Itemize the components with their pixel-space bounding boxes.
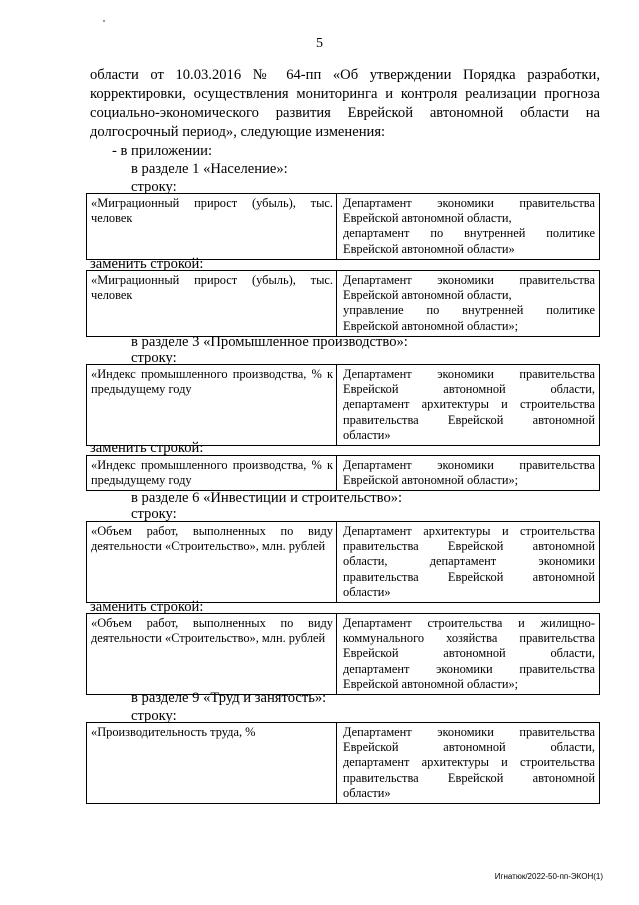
cell-line: Еврейской автономной области,: [343, 382, 595, 397]
cell-line: предыдущему году: [91, 382, 192, 397]
cell-line: области»: [343, 785, 391, 800]
responsible-cell: [337, 723, 599, 803]
cell-line: «Объем работ, выполненных по виду: [91, 616, 333, 630]
table-row: [86, 364, 600, 446]
cell-line: департамент экономики правительства: [343, 661, 595, 676]
cell-line: области, департамент экономики: [343, 554, 595, 569]
cell-line: «Индекс промышленного производства, % к: [91, 367, 333, 381]
intro-paragraph: [90, 66, 600, 161]
responsible-cell: [337, 271, 599, 336]
table-row: [86, 613, 600, 695]
responsible-cell: [337, 365, 599, 445]
row-label: строку:: [131, 708, 177, 724]
intro-line: корректировки, осуществления мониторинга и контроля реализации прогноза: [90, 86, 600, 102]
section-heading: в разделе 3 «Промышленное производство»:: [131, 334, 408, 350]
replace-label: заменить строкой:: [90, 440, 204, 456]
cell-line: человек: [91, 288, 133, 303]
cell-line: «Производительность труда, %: [91, 725, 256, 739]
cell-line: «Миграционный прирост (убыль), тыс.: [91, 273, 333, 287]
cell-line: правительства Еврейской автономной: [343, 770, 595, 785]
table-row: [86, 521, 600, 603]
indicator-cell: [87, 194, 337, 259]
cell-line: Еврейской автономной области»;: [343, 473, 519, 488]
indicator-cell: [87, 271, 337, 336]
table-row: [86, 455, 600, 491]
section-heading: в разделе 6 «Инвестиции и строительство»:: [131, 490, 403, 506]
row-label: строку:: [131, 179, 177, 195]
cell-line: правительства Еврейской автономной: [343, 412, 595, 427]
cell-line: Еврейской автономной области»;: [343, 676, 519, 691]
section-heading: в разделе 1 «Население»:: [131, 161, 288, 177]
intro-line: области от 10.03.2016 № 64-пп «Об утверждении Порядка разработки,: [90, 67, 600, 83]
cell-line: правительства Еврейской автономной: [343, 539, 595, 554]
table-row: [86, 193, 600, 260]
cell-line: Еврейской автономной области,: [343, 211, 512, 226]
indicator-cell: [87, 614, 337, 694]
cell-line: области»: [343, 584, 391, 599]
cell-line: департамент архитектуры и строительства: [343, 755, 595, 770]
row-label: строку:: [131, 350, 177, 366]
section-heading: в разделе 9 «Труд и занятость»:: [131, 690, 327, 706]
responsible-cell: [337, 614, 599, 694]
cell-line: «Объем работ, выполненных по виду: [91, 524, 333, 538]
cell-line: Департамент экономики правительства: [343, 273, 595, 287]
scan-speck: [103, 20, 105, 22]
cell-line: «Миграционный прирост (убыль), тыс.: [91, 196, 333, 210]
document-footer-code: Игнатюк/2022-50-пп-ЭКОН(1): [494, 872, 603, 881]
cell-line: коммунального хозяйства правительства: [343, 631, 595, 646]
page-number: 5: [316, 36, 323, 51]
cell-line: департамент по внутренней политике: [343, 226, 595, 241]
cell-line: управление по внутренней политике: [343, 303, 595, 318]
cell-line: деятельности «Строительство», млн. рублей: [91, 631, 326, 646]
responsible-cell: [337, 456, 599, 490]
cell-line: деятельности «Строительство», млн. рублей: [91, 539, 326, 554]
cell-line: Еврейской автономной области,: [343, 288, 512, 303]
cell-line: Еврейской автономной области,: [343, 740, 595, 755]
table-row: [86, 722, 600, 804]
cell-line: предыдущему году: [91, 473, 192, 488]
responsible-cell: [337, 194, 599, 259]
indicator-cell: [87, 456, 337, 490]
cell-line: Еврейской автономной области»;: [343, 318, 519, 333]
responsible-cell: [337, 522, 599, 602]
cell-line: департамент архитектуры и строительства: [343, 397, 595, 412]
cell-line: Департамент экономики правительства: [343, 725, 595, 739]
intro-line: социально-экономического развития Еврейской автономной области на: [90, 105, 600, 121]
cell-line: Департамент архитектуры и строительства: [343, 524, 595, 538]
cell-line: «Индекс промышленного производства, % к: [91, 458, 333, 472]
cell-line: Департамент экономики правительства: [343, 367, 595, 381]
cell-line: Департамент строительства и жилищно-: [343, 616, 595, 630]
indicator-cell: [87, 522, 337, 602]
cell-line: Еврейской автономной области»: [343, 241, 515, 256]
cell-line: Департамент экономики правительства: [343, 196, 595, 210]
intro-line: - в приложении:: [112, 143, 213, 159]
table-row: [86, 270, 600, 337]
cell-line: области»: [343, 427, 391, 442]
cell-line: правительства Еврейской автономной: [343, 569, 595, 584]
replace-label: заменить строкой:: [90, 599, 204, 615]
intro-line: долгосрочный период», следующие изменения:: [90, 124, 386, 140]
row-label: строку:: [131, 506, 177, 522]
cell-line: Еврейской автономной области,: [343, 646, 595, 661]
indicator-cell: [87, 723, 337, 803]
replace-label: заменить строкой:: [90, 256, 204, 272]
indicator-cell: [87, 365, 337, 445]
cell-line: человек: [91, 211, 133, 226]
cell-line: Департамент экономики правительства: [343, 458, 595, 472]
